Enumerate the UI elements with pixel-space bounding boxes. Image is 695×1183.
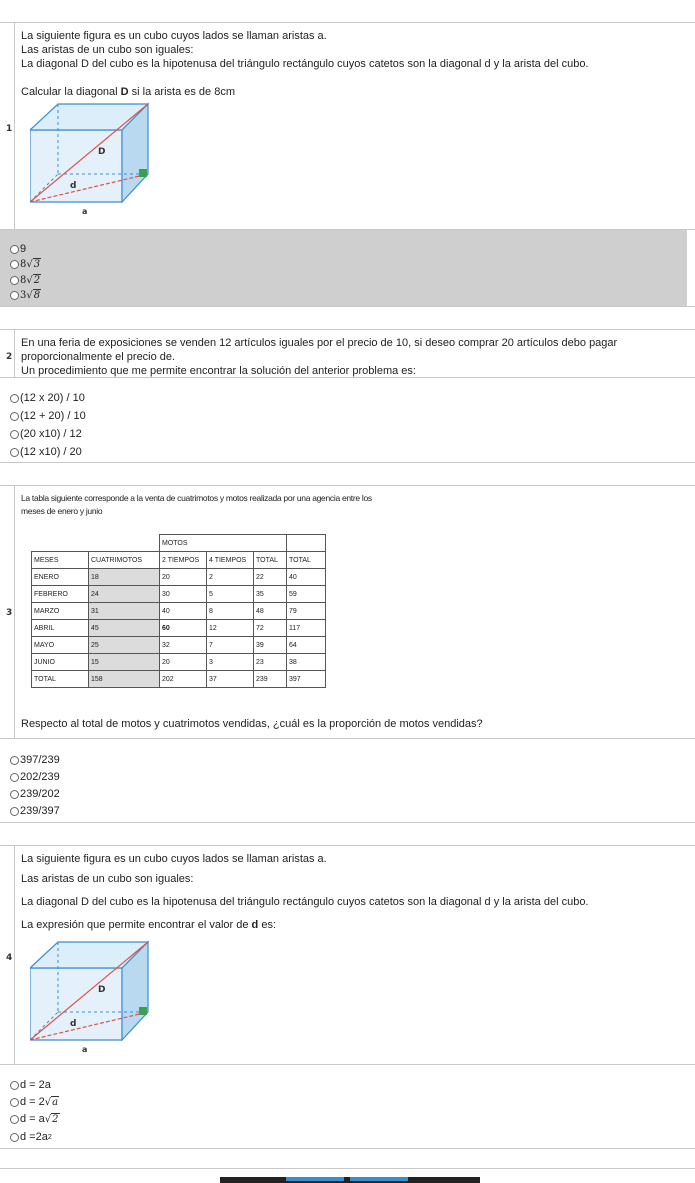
q4-line-1: La siguiente figura es un cubo cuyos lados se llaman aristas a. — [21, 853, 327, 865]
q4-label-a: a — [82, 1045, 88, 1054]
radio-icon[interactable] — [10, 1098, 19, 1107]
q4-prompt: La expresión que permite encontrar el valor de d es: — [21, 919, 276, 931]
q4-number: 4 — [6, 953, 13, 963]
table-row — [32, 603, 326, 620]
table-row — [32, 620, 326, 637]
table-cell: 32 — [160, 637, 207, 654]
radio-icon[interactable] — [10, 756, 19, 765]
table-cell: 22 — [254, 569, 287, 586]
q2-option-4[interactable]: (12 x10) / 20 — [10, 446, 82, 459]
q2-bottom-divider — [0, 462, 695, 463]
table-cell: 38 — [287, 654, 326, 671]
table-cell: MARZO — [32, 603, 89, 620]
radio-icon[interactable] — [10, 245, 19, 254]
q1-options-panel — [0, 230, 687, 306]
q1-option-4[interactable]: 3 √ 8 — [10, 289, 41, 302]
table-cell: 48 — [254, 603, 287, 620]
table-cell: 239 — [254, 671, 287, 688]
q4-option-4[interactable]: d =2a 2 — [10, 1131, 52, 1144]
q2-option-1[interactable]: (12 x 20) / 10 — [10, 392, 85, 405]
table-header: TOTAL — [287, 552, 326, 569]
q1-line-2: Las aristas de un cubo son iguales: — [21, 44, 194, 56]
table-cell — [287, 535, 326, 552]
bottom-tab-1[interactable] — [286, 1177, 344, 1181]
q1-right-angle-mark — [139, 169, 147, 177]
table-cell: 2 — [207, 569, 254, 586]
radio-icon[interactable] — [10, 790, 19, 799]
table-cell: 15 — [89, 654, 160, 671]
table-header: TOTAL — [254, 552, 287, 569]
radio-icon[interactable] — [10, 807, 19, 816]
q1-left-rule — [14, 23, 15, 230]
q4-divider — [0, 1064, 695, 1065]
table-row — [32, 637, 326, 654]
table-row — [32, 586, 326, 603]
q1-bottom-divider — [0, 306, 695, 307]
q3-top-divider — [0, 485, 695, 486]
table-cell: 60 — [160, 620, 207, 637]
q4-left-rule — [14, 846, 15, 1064]
q4-label-d: d — [70, 1019, 77, 1029]
table-cell: 24 — [89, 586, 160, 603]
q4-option-1[interactable]: d = 2a — [10, 1079, 51, 1092]
table-cell: FEBRERO — [32, 586, 89, 603]
table-cell: JUNIO — [32, 654, 89, 671]
table-row — [32, 654, 326, 671]
table-cell: 18 — [89, 569, 160, 586]
q3-intro-2: meses de enero y junio — [21, 506, 103, 516]
radio-icon[interactable] — [10, 276, 19, 285]
table-cell: 5 — [207, 586, 254, 603]
q3-option-1[interactable]: 397/239 — [10, 754, 60, 767]
sales-table — [31, 534, 326, 688]
table-header: MESES — [32, 552, 89, 569]
q1-option-1[interactable]: 9 — [10, 243, 26, 256]
table-cell: 25 — [89, 637, 160, 654]
q4-line-2: Las aristas de un cubo son iguales: — [21, 873, 194, 885]
q1-label-D: D — [98, 147, 106, 157]
q2-left-rule — [14, 330, 15, 377]
table-cell: 12 — [207, 620, 254, 637]
q1-label-d: d — [70, 181, 77, 191]
q3-option-4[interactable]: 239/397 — [10, 805, 60, 818]
table-cell: 117 — [287, 620, 326, 637]
table-cell: 45 — [89, 620, 160, 637]
table-header: 4 TIEMPOS — [207, 552, 254, 569]
table-cell: 202 — [160, 671, 207, 688]
top-divider — [0, 22, 695, 23]
table-cell: 20 — [160, 569, 207, 586]
q3-option-3[interactable]: 239/202 — [10, 788, 60, 801]
q2-number: 2 — [6, 352, 13, 362]
table-group-header: MOTOS — [160, 535, 287, 552]
table-header: CUATRIMOTOS — [89, 552, 160, 569]
radio-icon[interactable] — [10, 448, 19, 457]
table-cell — [32, 535, 89, 552]
q4-bottom-divider — [0, 1148, 695, 1149]
q1-option-2[interactable]: 8 √ 3 — [10, 258, 41, 271]
table-cell: 31 — [89, 603, 160, 620]
q2-divider — [0, 377, 695, 378]
table-cell: ENERO — [32, 569, 89, 586]
table-cell: 158 — [89, 671, 160, 688]
table-cell: 37 — [207, 671, 254, 688]
radio-icon[interactable] — [10, 291, 19, 300]
table-cell: 30 — [160, 586, 207, 603]
table-cell: 59 — [287, 586, 326, 603]
table-cell: 40 — [287, 569, 326, 586]
radio-icon[interactable] — [10, 1133, 19, 1142]
table-cell: 3 — [207, 654, 254, 671]
table-cell: 79 — [287, 603, 326, 620]
q1-number: 1 — [6, 124, 13, 134]
radio-icon[interactable] — [10, 1115, 19, 1124]
page-bottom-divider — [0, 1168, 695, 1169]
q3-left-rule — [14, 486, 15, 738]
radio-icon[interactable] — [10, 430, 19, 439]
radio-icon[interactable] — [10, 394, 19, 403]
radio-icon[interactable] — [10, 773, 19, 782]
q4-label-D: D — [98, 985, 106, 995]
q3-bottom-divider — [0, 822, 695, 823]
bottom-tab-2[interactable] — [350, 1177, 408, 1181]
q2-line-3: Un procedimiento que me permite encontrar la solución del anterior problema es: — [21, 365, 416, 377]
q2-top-divider — [0, 329, 695, 330]
table-cell: MAYO — [32, 637, 89, 654]
q4-right-angle-mark — [139, 1007, 147, 1015]
table-cell: 7 — [207, 637, 254, 654]
q1-line-1: La siguiente figura es un cubo cuyos lados se llaman aristas a. — [21, 30, 327, 42]
table-group-row — [32, 535, 326, 552]
q1-prompt: Calcular la diagonal D si la arista es de 8cm — [21, 86, 235, 98]
q3-number: 3 — [6, 608, 13, 618]
q1-option-3[interactable]: 8 √ 2 — [10, 274, 41, 287]
table-cell: TOTAL — [32, 671, 89, 688]
q2-line-1: En una feria de exposiciones se venden 12 artículos iguales por el precio de 10, si deseo comprar 20 artículos debo pagar — [21, 337, 618, 349]
q3-option-2[interactable]: 202/239 — [10, 771, 60, 784]
q4-line-3: La diagonal D del cubo es la hipotenusa del triángulo rectángulo cuyos catetos son la diagonal d y la arista del cubo. — [21, 896, 589, 908]
table-cell: 39 — [254, 637, 287, 654]
table-cell: 35 — [254, 586, 287, 603]
q4-option-3[interactable]: d = a √ 2 — [10, 1113, 60, 1126]
q2-line-2: proporcionalmente el precio de. — [21, 351, 176, 363]
q1-line-3: La diagonal D del cubo es la hipotenusa del triángulo rectángulo cuyos catetos son la diagonal d y la arista del cubo. — [21, 58, 589, 70]
q3-divider — [0, 738, 695, 739]
table-cell: 72 — [254, 620, 287, 637]
q3-question: Respecto al total de motos y cuatrimotos vendidas, ¿cuál es la proporción de motos vendidas? — [21, 718, 483, 730]
q2-option-3[interactable]: (20 x10) / 12 — [10, 428, 82, 441]
bottom-toolbar — [220, 1177, 480, 1183]
radio-icon[interactable] — [10, 260, 19, 269]
table-cell: 8 — [207, 603, 254, 620]
radio-icon[interactable] — [10, 412, 19, 421]
table-cell: 397 — [287, 671, 326, 688]
table-header-row — [32, 552, 326, 569]
table-cell: 40 — [160, 603, 207, 620]
table-row — [32, 569, 326, 586]
q4-top-divider — [0, 845, 695, 846]
q3-intro-1: La tabla siguiente corresponde a la venta de cuatrimotos y motos realizada por una agencia entre los — [21, 493, 372, 503]
q1-cube-figure — [30, 102, 155, 217]
q2-option-2[interactable]: (12 + 20) / 10 — [10, 410, 86, 423]
table-cell — [89, 535, 160, 552]
q1-label-a: a — [82, 207, 88, 216]
q4-cube-figure — [30, 940, 155, 1055]
table-cell: 23 — [254, 654, 287, 671]
table-cell: 64 — [287, 637, 326, 654]
q4-option-2[interactable]: d = 2 √ a — [10, 1096, 59, 1109]
table-cell: ABRIL — [32, 620, 89, 637]
table-header: 2 TIEMPOS — [160, 552, 207, 569]
table-cell: 20 — [160, 654, 207, 671]
radio-icon[interactable] — [10, 1081, 19, 1090]
table-row — [32, 671, 326, 688]
